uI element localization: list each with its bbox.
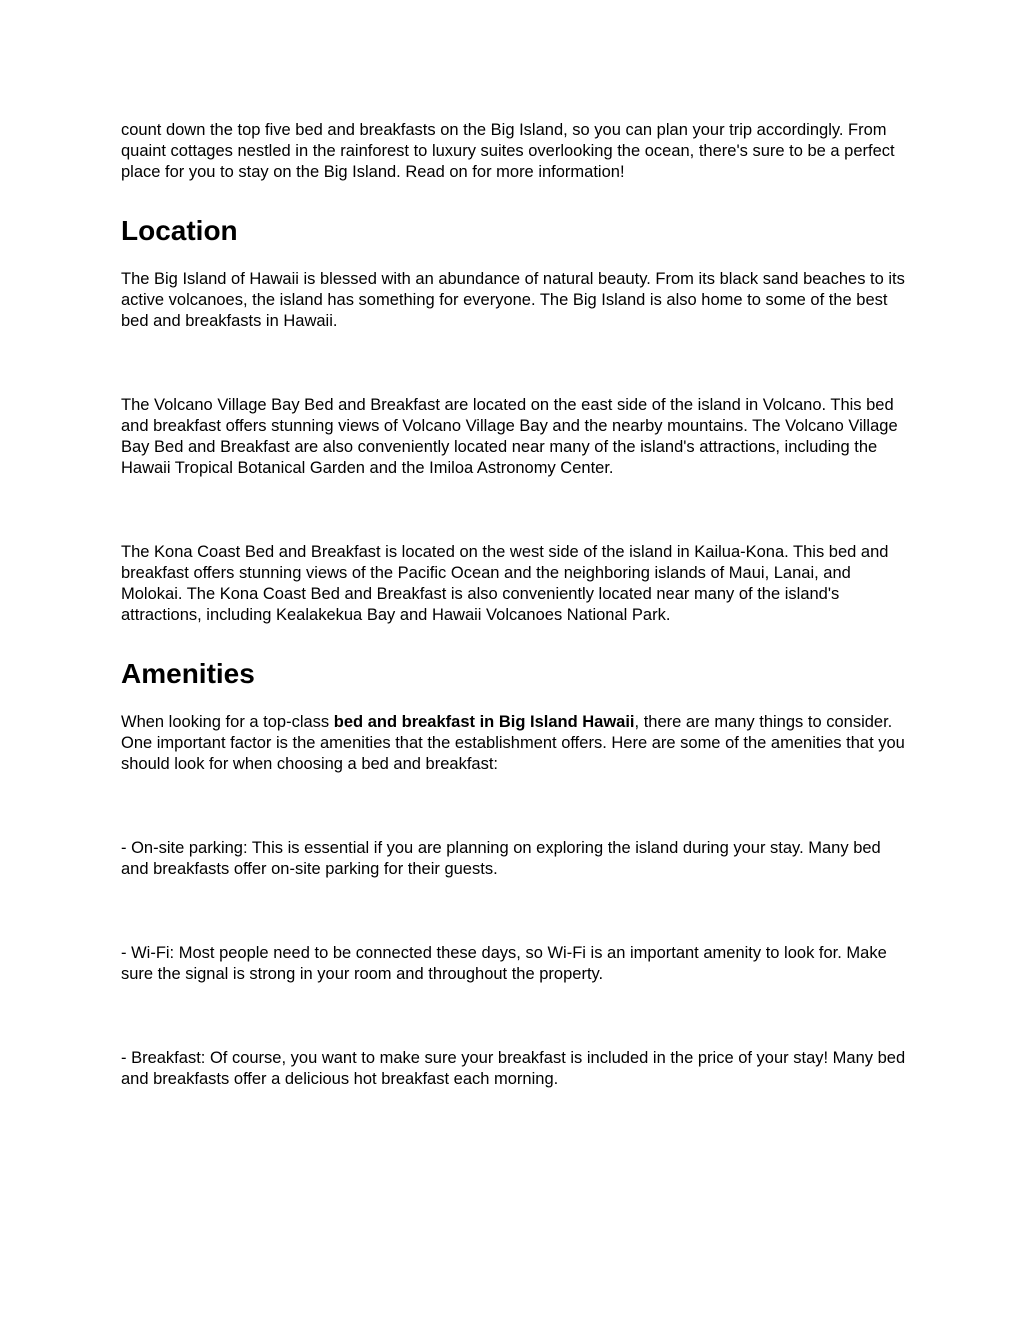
amenities-intro-paragraph: [121, 712, 907, 775]
location-paragraph-volcano-village: The Volcano Village Bay Bed and Breakfast are located on the east side of the island in Volcano. This bed and breakfast offers stunning views of Volcano Village Bay and the nearby mountains. The Volcano Village Bay Bed and Breakfast are also conveniently located near many of the island's attractions, including the Hawaii Tropical Botanical Garden and the Imiloa Astronomy Center.: [121, 396, 898, 477]
location-paragraph-big-island: The Big Island of Hawaii is blessed with an abundance of natural beauty. From its black sand beaches to its active volcanoes, the island has something for everyone. The Big Island is also home to some of the best bed and breakfasts in Hawaii.: [121, 270, 905, 330]
document-page: [121, 120, 907, 1090]
amenities-heading: Amenities: [121, 658, 255, 689]
amenities-intro-text-rest: , there are many things to consider. One important factor is the amenities that the establishment offers. Here are some of the amenities that you should look for when choosing a bed and breakfast:: [121, 713, 905, 773]
amenity-item-wifi: - Wi-Fi: Most people need to be connected these days, so Wi-Fi is an important amenity to look for. Make sure the signal is strong in your room and throughout the property.: [121, 944, 887, 983]
location-heading: Location: [121, 215, 238, 246]
amenity-item-breakfast: - Breakfast: Of course, you want to make sure your breakfast is included in the price of your stay! Many bed and breakfasts offer a delicious hot breakfast each morning.: [121, 1049, 906, 1088]
amenity-item-parking: - On-site parking: This is essential if you are planning on exploring the island during your stay. Many bed and breakfasts offer on-site parking for their guests.: [121, 839, 881, 878]
intro-paragraph: count down the top five bed and breakfasts on the Big Island, so you can plan your trip accordingly. From quaint cottages nestled in the rainforest to luxury suites overlooking the ocean, there's sure to be a perfect place for you to stay on the Big Island. Read on for more information!: [121, 121, 895, 181]
amenities-intro-text: When looking for a top-class: [121, 713, 334, 731]
location-paragraph-kona-coast: The Kona Coast Bed and Breakfast is located on the west side of the island in Kailua-Kona. This bed and breakfast offers stunning views of the Pacific Ocean and the neighboring islands of Maui, Lanai, and Molokai. The Kona Coast Bed and Breakfast is also conveniently located near many of the island's attractions, including Kealakekua Bay and Hawaii Volcanoes National Park.: [121, 543, 889, 624]
amenities-intro-keyword: bed and breakfast in Big Island Hawaii: [333, 713, 635, 731]
